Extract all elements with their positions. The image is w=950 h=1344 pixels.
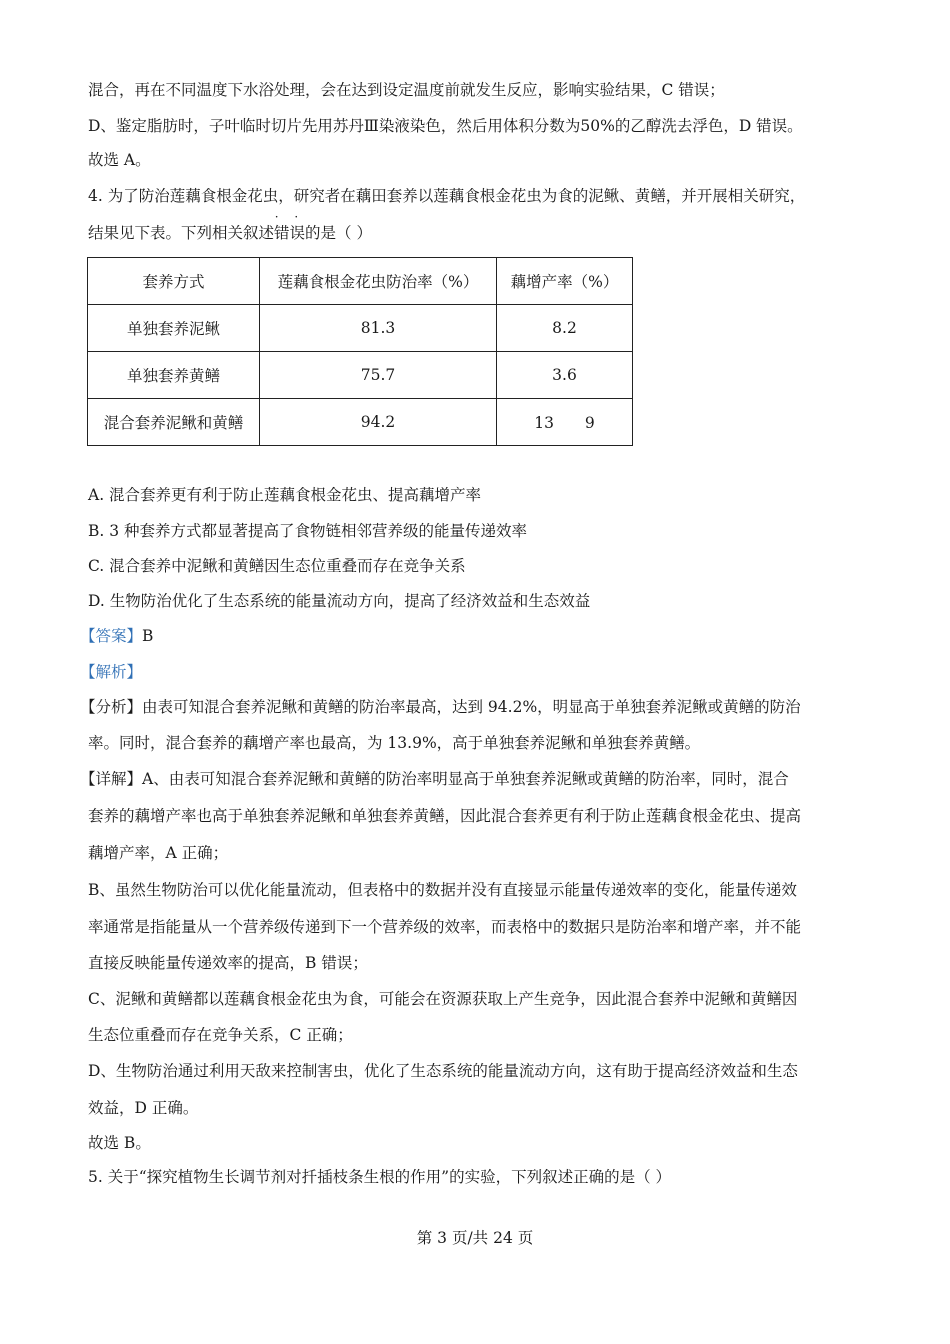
option-d: D. 生物防治优化了生态系统的能量流动方向，提高了经济效益和生态效益 bbox=[88, 592, 591, 610]
table-cell: 94.2 bbox=[260, 399, 497, 446]
text-line: 混合，再在不同温度下水浴处理，会在达到设定温度前就发生反应，影响实验结果，C 错误； bbox=[88, 81, 725, 99]
stem-text: 的是（ ） bbox=[305, 224, 372, 242]
table-cell: 75.7 bbox=[260, 352, 497, 399]
analysis-text: 率。同时，混合套养的藕增产率也最高，为 13.9%，高于单独套养泥鳅和单独套养黄鳝。 bbox=[88, 734, 701, 752]
detail-text: 率通常是指能量从一个营养级传递到下一个营养级的效率，而表格中的数据只是防治率和增产率，并不能 bbox=[88, 918, 802, 936]
table-cell: 3.6 bbox=[497, 352, 633, 399]
table-row bbox=[88, 352, 633, 399]
table-cell: 混合套养泥鳅和黄鳝 bbox=[88, 399, 260, 446]
analysis-label: 【解析】 bbox=[80, 663, 143, 681]
answer-label: 【答案】 bbox=[80, 627, 143, 645]
table-cell: 单独套养黄鳝 bbox=[88, 352, 260, 399]
conclusion-text: 故选 B。 bbox=[88, 1134, 151, 1152]
table-header-cell: 藕增产率（%） bbox=[497, 258, 633, 305]
detail-text: 藕增产率，A 正确； bbox=[88, 844, 229, 862]
detail-text: 【详解】A、由表可知混合套养泥鳅和黄鳝的防治率明显高于单独套养泥鳅或黄鳝的防治率，同时，混合 bbox=[80, 770, 789, 788]
table-cell: 单独套养泥鳅 bbox=[88, 305, 260, 352]
detail-text: 直接反映能量传递效率的提高，B 错误； bbox=[88, 954, 368, 972]
detail-text: 效益，D 正确。 bbox=[88, 1099, 199, 1117]
stem-text: 结果见下表。下列相关叙述 bbox=[88, 224, 275, 242]
table-row bbox=[88, 399, 633, 446]
text-line: 故选 A。 bbox=[88, 151, 151, 169]
table-header-cell: 莲藕食根金花虫防治率（%） bbox=[260, 258, 497, 305]
detail-text: C、泥鳅和黄鳝都以莲藕食根金花虫为食，可能会在资源获取上产生竞争，因此混合套养中泥鳅和黄鳝因 bbox=[88, 990, 798, 1008]
detail-text: B、虽然生物防治可以优化能量流动，但表格中的数据并没有直接显示能量传递效率的变化，能量传递效 bbox=[88, 881, 797, 899]
table-row bbox=[88, 305, 633, 352]
table-header-row bbox=[88, 258, 633, 305]
emphasis-word: · · 错误 bbox=[274, 210, 306, 242]
results-table bbox=[87, 257, 633, 446]
table-cell: 81.3 bbox=[260, 305, 497, 352]
question-4-stem: 4. 为了防治莲藕食根金花虫，研究者在藕田套养以莲藕食根金花虫为食的泥鳅、黄鳝，并开展相关研究， bbox=[88, 187, 806, 205]
question-4-stem-line2 bbox=[88, 210, 868, 244]
answer-value: B bbox=[142, 627, 154, 645]
option-b: B. 3 种套养方式都显著提高了食物链相邻营养级的能量传递效率 bbox=[88, 522, 528, 540]
text-line: D、鉴定脂肪时，子叶临时切片先用苏丹Ⅲ染液染色，然后用体积分数为50%的乙醇洗去浮色，D 错误。 bbox=[88, 117, 803, 135]
option-c: C. 混合套养中泥鳅和黄鳝因生态位重叠而存在竞争关系 bbox=[88, 557, 466, 575]
detail-text: D、生物防治通过利用天敌来控制害虫，优化了生态系统的能量流动方向，这有助于提高经济效益和生态 bbox=[88, 1062, 798, 1080]
detail-text: 生态位重叠而存在竞争关系，C 正确； bbox=[88, 1026, 353, 1044]
answer-line bbox=[80, 625, 860, 647]
emphasis-dots-icon: · · bbox=[274, 210, 305, 224]
table-cell: 8.2 bbox=[497, 305, 633, 352]
analysis-text: 【分析】由表可知混合套养泥鳅和黄鳝的防治率最高，达到 94.2%，明显高于单独套养泥鳅或黄鳝的防治 bbox=[80, 698, 801, 716]
table-cell: 13 9 bbox=[497, 399, 633, 446]
page-footer: 第 3 页/共 24 页 bbox=[416, 1229, 534, 1247]
table-header-cell: 套养方式 bbox=[88, 258, 260, 305]
question-5-stem: 5. 关于“探究植物生长调节剂对扦插枝条生根的作用”的实验，下列叙述正确的是（ ） bbox=[88, 1168, 671, 1186]
option-a: A. 混合套养更有利于防止莲藕食根金花虫、提高藕增产率 bbox=[88, 486, 482, 504]
detail-text: 套养的藕增产率也高于单独套养泥鳅和单独套养黄鳝，因此混合套养更有利于防止莲藕食根金花虫、提高 bbox=[88, 807, 802, 825]
